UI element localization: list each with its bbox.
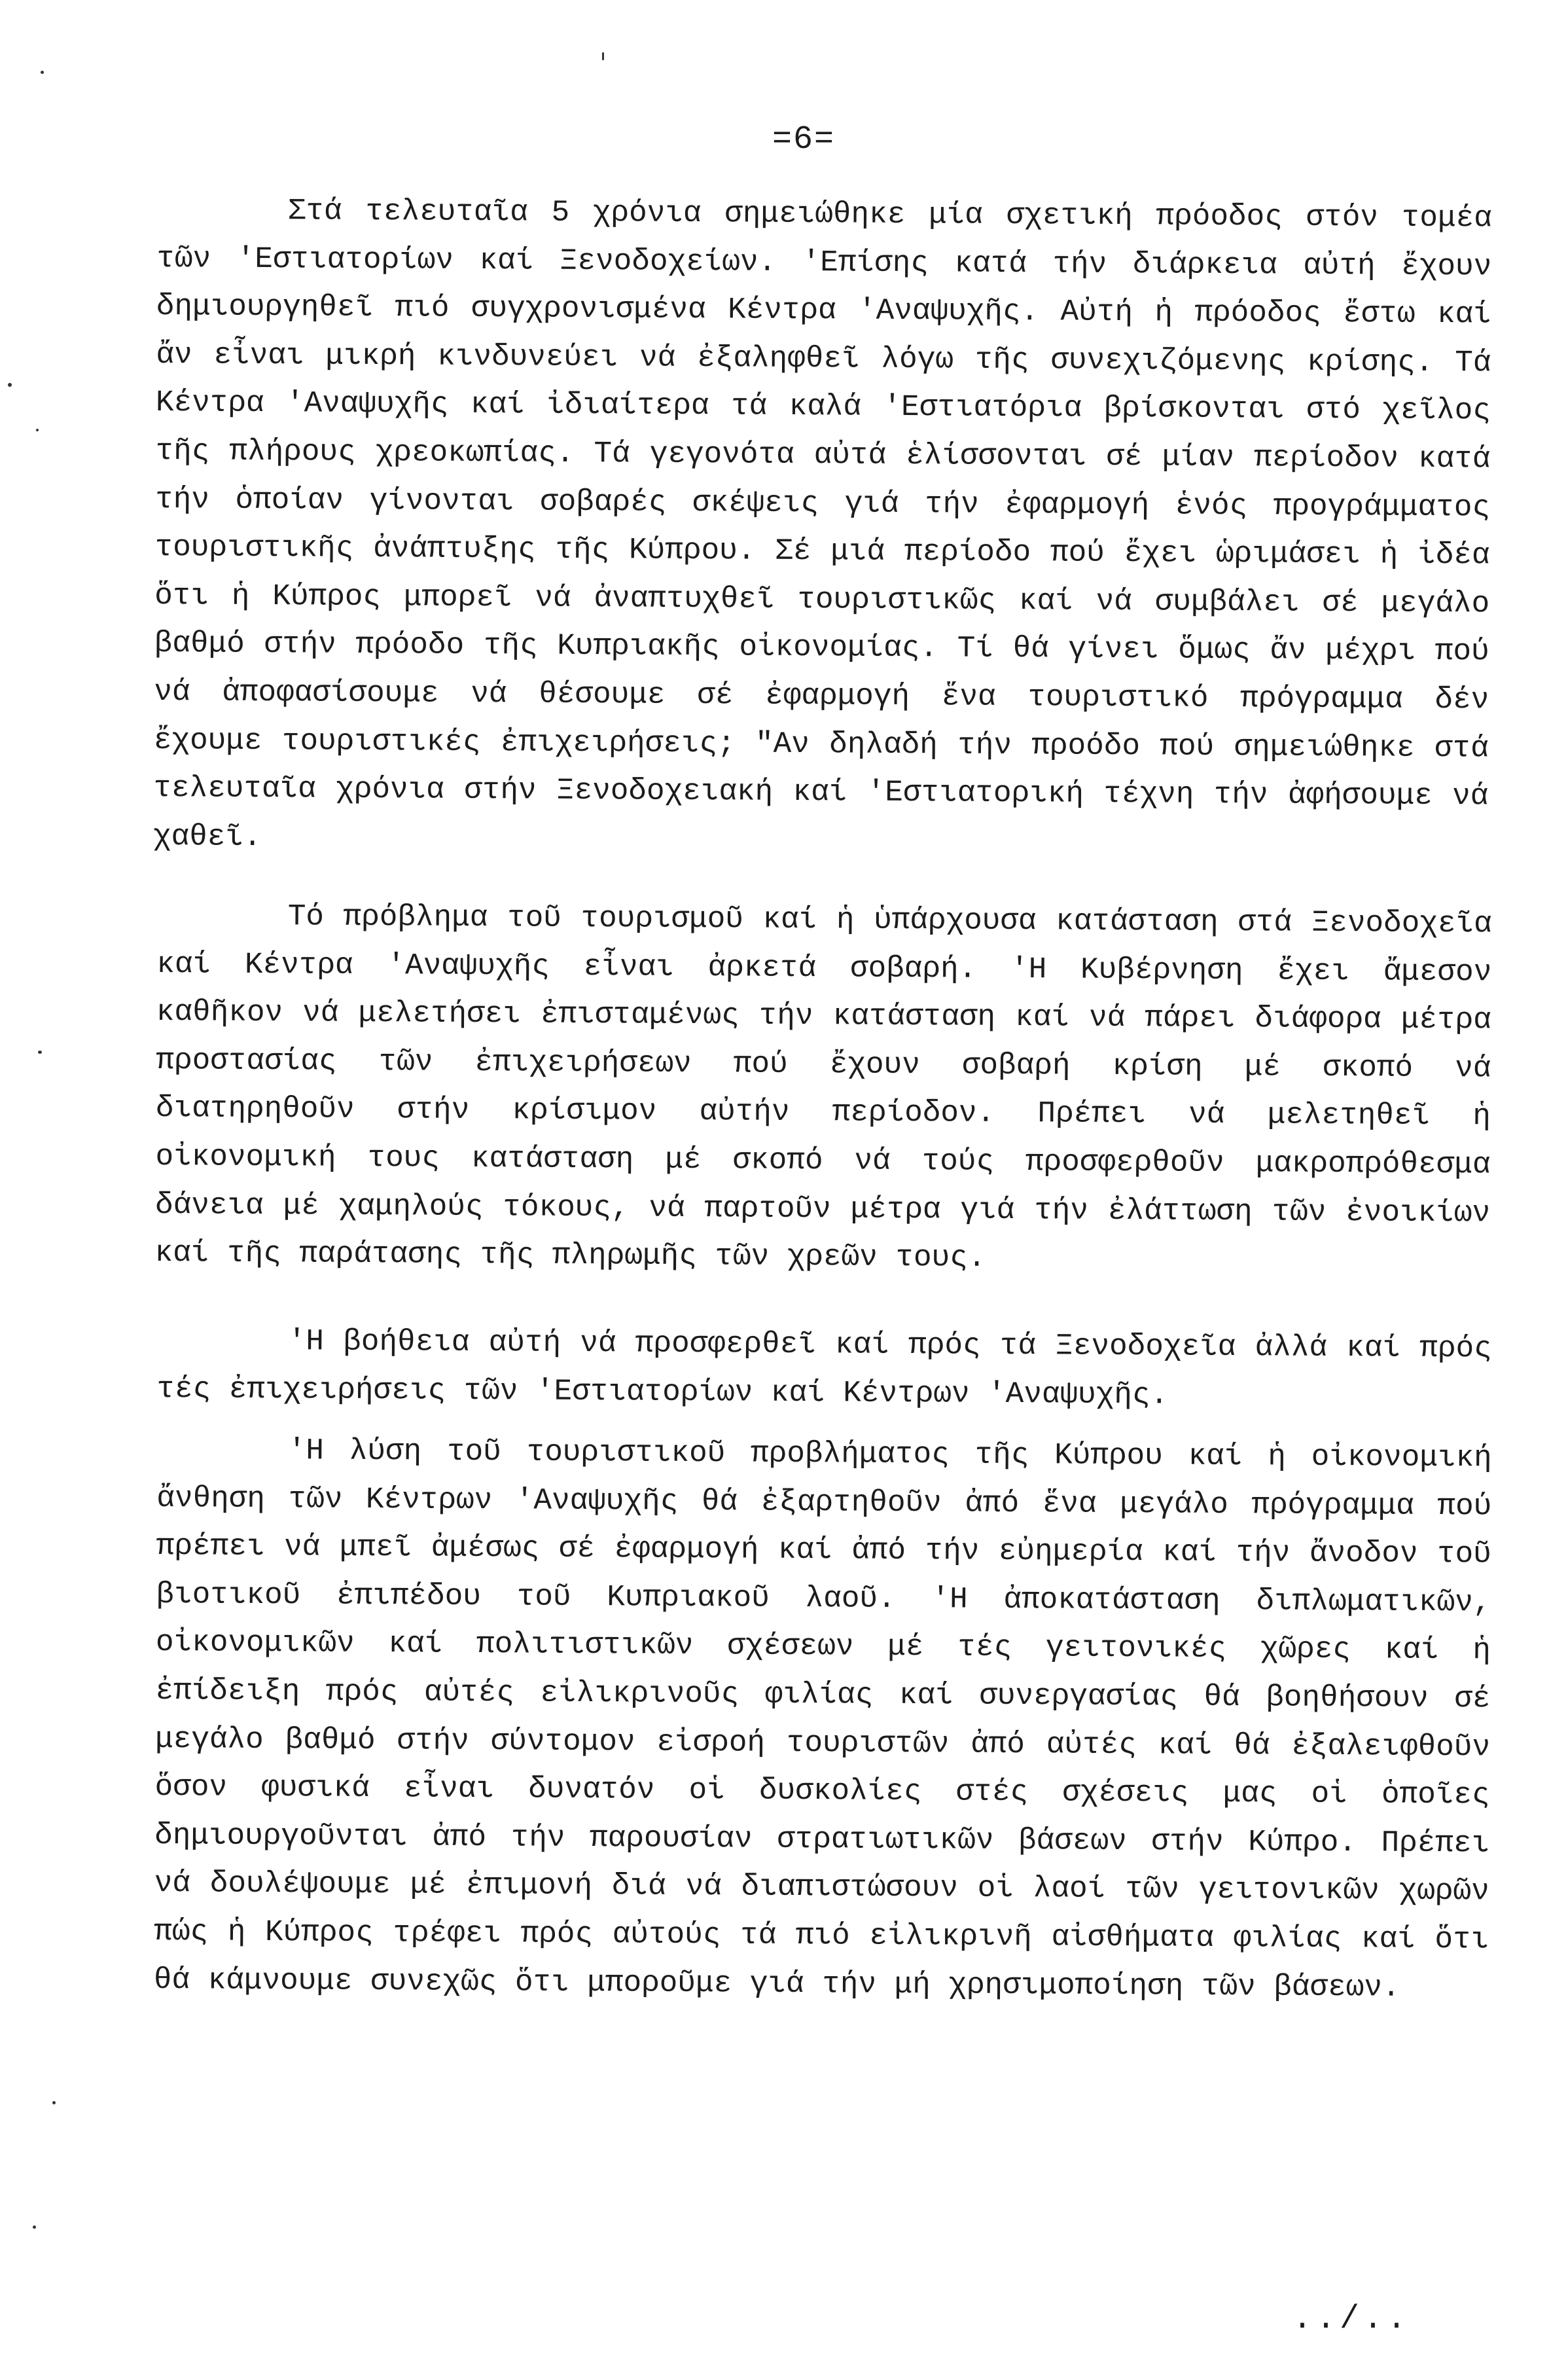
scan-speck [33, 2225, 36, 2229]
scan-speck [8, 383, 12, 387]
document-body [152, 187, 1492, 2005]
paragraph-4: 'Η λύση τοῦ τουριστικοῦ προβλήματος τῆς Κύπρου καί ἡ οἰκονομική ἄνθηση τῶν Κέντρων 'Αναψυχῆς θά ἐξαρτηθοῦν ἀπό ἕνα μεγάλο πρόγραμμα πού πρέπει νά μπεῖ ἀμέσως σέ ἐφαρμογή καί ἀπό τήν εὐημερία καί τήν ἄνοδον τοῦ βιοτικοῦ ἐπιπέδου τοῦ Κυπριακοῦ λαοῦ. 'Η ἀποκατάσταση διπλωματικῶν, οἰκονομικῶν καί πολιτιστικῶν σχέσεων μέ τές γειτονικές χῶρες καί ἡ ἐπίδειξη πρός αὐτές εἰλικρινοῦς φιλίας καί συνεργασίας θά βοηθήσουν σέ μεγάλο βαθμό στήν σύντομον εἰσροή τουριστῶν ἀπό αὐτές καί θά ἐξαλειφθοῦν ὅσον φυσικά εἶναι δυνατόν οἱ δυσκολίες στές σχέσεις μας οἱ ὁποῖες δημιουργοῦνται ἀπό τήν παρουσίαν στρατιωτικῶν βάσεων στήν Κύπρο. Πρέπει νά δουλέψουμε μέ ἐπιμονή διά νά διαπιστώσουν οἱ λαοί τῶν γειτονικῶν χωρῶν πώς ἡ Κύπρος τρέφει πρός αὐτούς τά πιό εἰλικρινῆ αἰσθήματα φιλίας καί ὅτι θά κάμνουμε συνεχῶς ὅτι μποροῦμε γιά τήν μή χρησιμοποίηση τῶν βάσεων. [153, 1433, 1492, 2005]
continuation-mark: ../.. [1292, 2301, 1411, 2338]
paragraph-2: Τό πρόβλημα τοῦ τουρισμοῦ καί ἡ ὑπάρχουσα κατάσταση στά Ξενοδοχεῖα καί Κέντρα 'Αναψυχῆς εἶναι ἀρκετά σοβαρή. 'Η Κυβέρνηση ἔχει ἄμεσον καθῆκον νά μελετήσει ἐπισταμένως τήν κατάσταση καί νά πάρει διάφορα μέτρα προστασίας τῶν ἐπιχειρήσεων πού ἔχουν σοβαρή κρίση μέ σκοπό νά διατηρηθοῦν στήν κρίσιμον αὐτήν περίοδον. Πρέπει νά μελετηθεῖ ἡ οἰκονομική τους κατάσταση μέ σκοπό νά τούς προσφερθοῦν μακροπρόθεσμα δάνεια μέ χαμηλούς τόκους, νά παρτοῦν μέτρα γιά τήν ἐλάττωση τῶν ἐνοικίων καί τῆς παράτασης τῆς πληρωμῆς τῶν χρεῶν τους. [154, 899, 1492, 1276]
paragraph-1: Στά τελευταῖα 5 χρόνια σημειώθηκε μία σχετική πρόοδος στόν τομέα τῶν 'Εστιατορίων καί Ξενοδοχείων. 'Επίσης κατά τήν διάρκεια αὐτή ἔχουν δημιουργηθεῖ πιό συγχρονισμένα Κέντρα 'Αναψυχῆς. Αὐτή ἡ πρόοδος ἔστω καί ἄν εἶναι μικρή κινδυνεύει νά ἐξαληφθεῖ λόγω τῆς συνεχιζόμενης κρίσης. Τά Κέντρα 'Αναψυχῆς καί ἰδιαίτερα τά καλά 'Εστιατόρια βρίσκονται στό χεῖλος τῆς πλήρους χρεοκωπίας. Τά γεγονότα αὐτά ἑλίσσονται σέ μίαν περίοδον κατά τήν ὁποίαν γίνονται σοβαρές σκέψεις γιά τήν ἐφαρμογή ἑνός προγράμματος τουριστικῆς ἀνάπτυξης τῆς Κύπρου. Σέ μιά περίοδο πού ἔχει ὡριμάσει ἡ ἰδέα ὅτι ἡ Κύπρος μπορεῖ νά ἀναπτυχθεῖ τουριστικῶς καί νά συμβάλει σέ μεγάλο βαθμό στήν πρόοδο τῆς Κυπριακῆς οἰκονομίας. Τί θά γίνει ὅμως ἄν μέχρι πού νά ἀποφασίσουμε νά θέσουμε σέ ἐφαρμογή ἕνα τουριστικό πρόγραμμα δέν ἔχουμε τουριστικές ἐπιχειρήσεις; "Αν δηλαδή τήν προόδο πού σημειώθηκε στά τελευταῖα χρόνια στήν Ξενοδοχειακή καί 'Εστιατορική τέχνη τήν ἀφήσουμε νά χαθεῖ. [152, 194, 1492, 854]
scan-speck [36, 429, 39, 431]
scan-speck [52, 2101, 56, 2104]
scan-speck [602, 52, 604, 60]
scan-speck [41, 71, 44, 74]
scan-speck [38, 1051, 42, 1054]
page-number: =6= [772, 121, 836, 158]
paragraph-3: 'Η βοήθεια αὐτή νά προσφερθεῖ καί πρός τά Ξενοδοχεῖα ἀλλά καί πρός τές ἐπιχειρήσεις τῶν 'Εστιατορίων καί Κέντρων 'Αναψυχῆς. [156, 1324, 1492, 1413]
